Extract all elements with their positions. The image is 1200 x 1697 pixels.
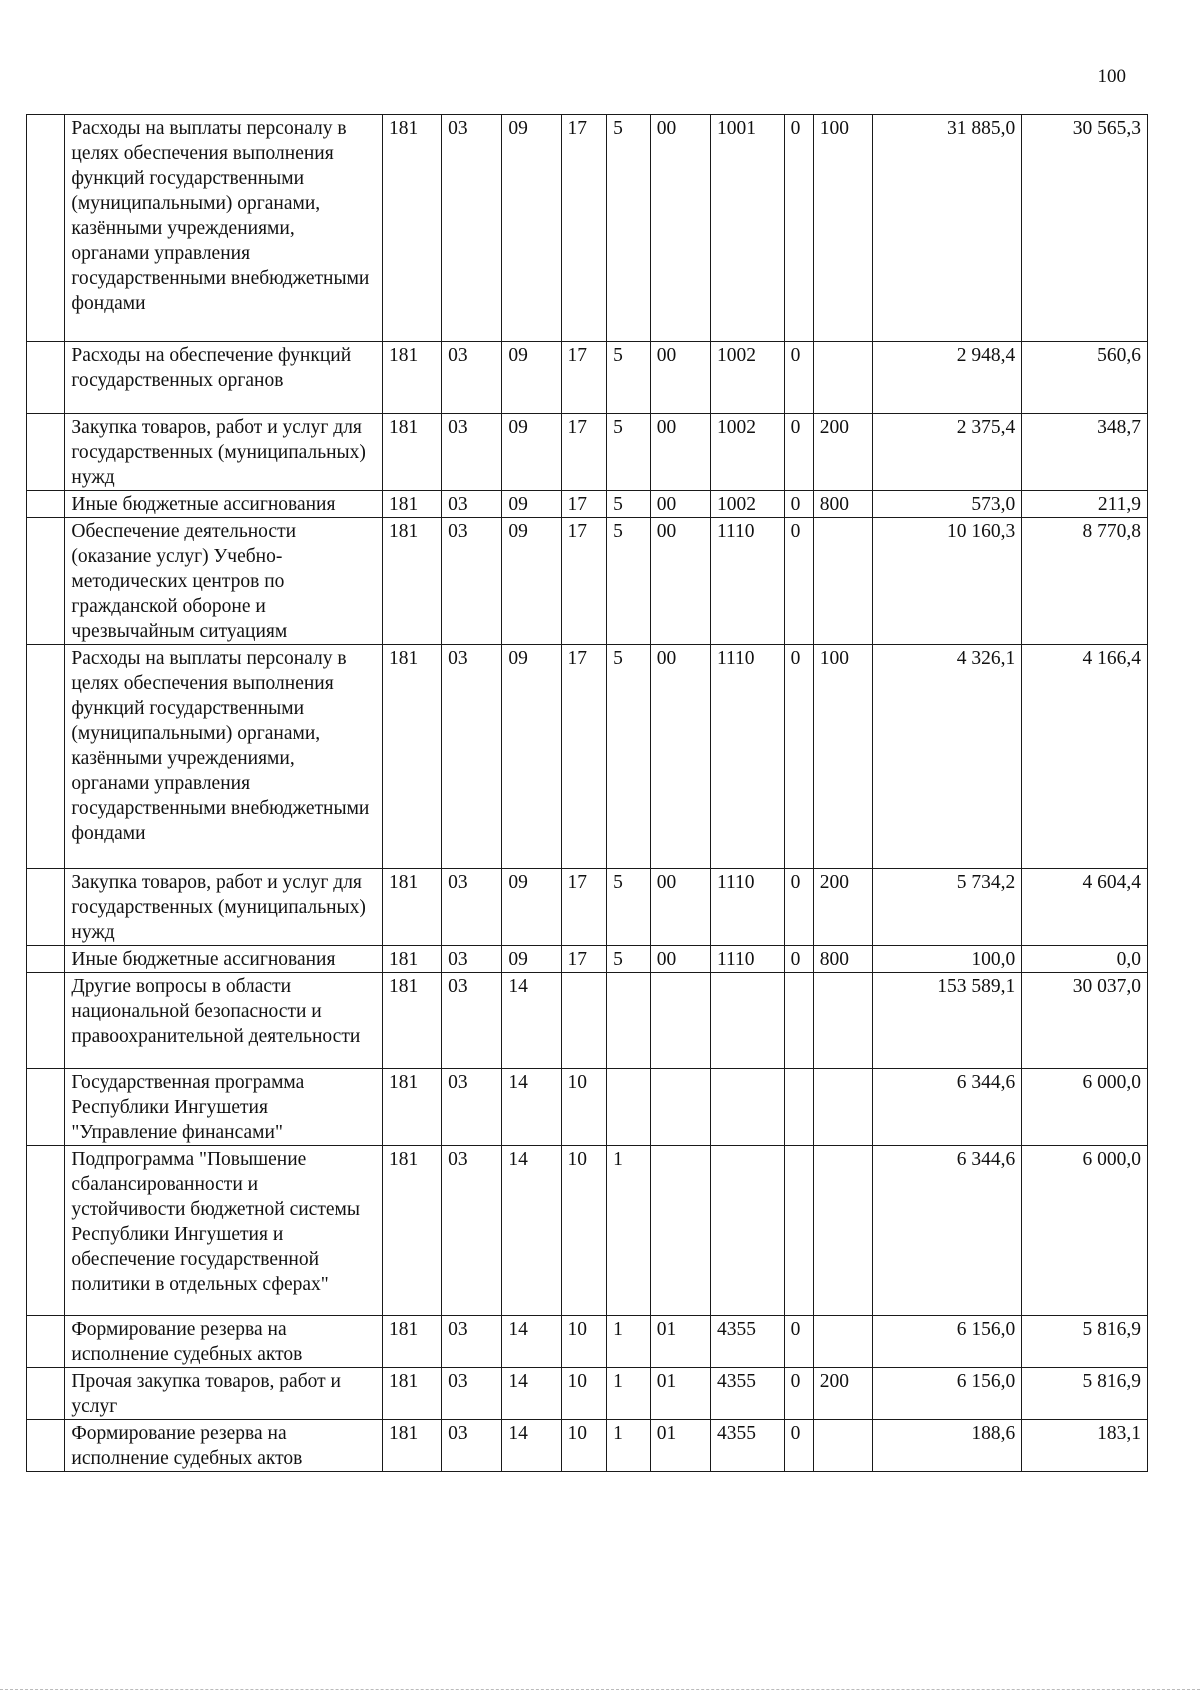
section-code: 03 [442, 973, 502, 1069]
sub-direction-code [784, 1069, 813, 1146]
event-code: 01 [650, 1316, 710, 1368]
program-code: 10 [561, 1420, 607, 1472]
amount-approved: 573,0 [872, 491, 1021, 518]
section-code: 03 [442, 491, 502, 518]
amount-executed: 6 000,0 [1022, 1146, 1148, 1316]
ministry-code: 181 [383, 1146, 442, 1316]
amount-approved: 6 344,6 [872, 1146, 1021, 1316]
ministry-code: 181 [383, 1069, 442, 1146]
amount-executed: 30 565,3 [1022, 115, 1148, 342]
amount-approved: 153 589,1 [872, 973, 1021, 1069]
expense-type-code: 200 [813, 414, 872, 491]
expense-type-code [813, 1146, 872, 1316]
direction-code: 1110 [710, 946, 784, 973]
expense-type-code: 100 [813, 115, 872, 342]
ministry-code: 181 [383, 973, 442, 1069]
row-index-cell [27, 1069, 65, 1146]
row-index-cell [27, 1368, 65, 1420]
table-row [27, 1316, 1148, 1368]
expense-type-code: 800 [813, 491, 872, 518]
table-row [27, 1146, 1148, 1316]
ministry-code: 181 [383, 946, 442, 973]
subprogram-code: 5 [607, 518, 651, 645]
program-code: 17 [561, 946, 607, 973]
row-index-cell [27, 1316, 65, 1368]
sub-direction-code: 0 [784, 1368, 813, 1420]
event-code: 00 [650, 414, 710, 491]
amount-approved: 6 156,0 [872, 1316, 1021, 1368]
subsection-code: 09 [502, 946, 561, 973]
section-code: 03 [442, 342, 502, 414]
ministry-code: 181 [383, 1420, 442, 1472]
table-row [27, 1069, 1148, 1146]
sub-direction-code: 0 [784, 1316, 813, 1368]
program-code: 10 [561, 1368, 607, 1420]
subprogram-code: 5 [607, 414, 651, 491]
direction-code: 4355 [710, 1368, 784, 1420]
row-index-cell [27, 1420, 65, 1472]
direction-code: 1002 [710, 491, 784, 518]
row-description: Другие вопросы в области национальной безопасности и правоохранительной деятельности [65, 973, 383, 1069]
row-description: Расходы на обеспечение функций государственных органов [65, 342, 383, 414]
subprogram-code: 1 [607, 1368, 651, 1420]
direction-code: 1002 [710, 342, 784, 414]
row-description: Обеспечение деятельности (оказание услуг) Учебно-методических центров по гражданской обороне и чрезвычайным ситуациям [65, 518, 383, 645]
subsection-code: 09 [502, 518, 561, 645]
event-code: 01 [650, 1420, 710, 1472]
program-code: 17 [561, 414, 607, 491]
table-row [27, 645, 1148, 869]
table-row [27, 414, 1148, 491]
expense-type-code: 200 [813, 869, 872, 946]
direction-code: 4355 [710, 1420, 784, 1472]
row-index-cell [27, 342, 65, 414]
program-code: 17 [561, 342, 607, 414]
section-code: 03 [442, 518, 502, 645]
subsection-code: 14 [502, 973, 561, 1069]
row-description: Иные бюджетные ассигнования [65, 491, 383, 518]
ministry-code: 181 [383, 1316, 442, 1368]
section-code: 03 [442, 645, 502, 869]
row-description: Прочая закупка товаров, работ и услуг [65, 1368, 383, 1420]
program-code: 17 [561, 869, 607, 946]
row-index-cell [27, 645, 65, 869]
subsection-code: 14 [502, 1069, 561, 1146]
program-code: 17 [561, 491, 607, 518]
expense-type-code [813, 518, 872, 645]
event-code: 00 [650, 115, 710, 342]
page-bottom-edge [0, 1689, 1200, 1691]
row-index-cell [27, 518, 65, 645]
ministry-code: 181 [383, 491, 442, 518]
program-code: 10 [561, 1146, 607, 1316]
page-number: 100 [1097, 66, 1126, 87]
ministry-code: 181 [383, 645, 442, 869]
sub-direction-code: 0 [784, 414, 813, 491]
row-description: Расходы на выплаты персоналу в целях обеспечения выполнения функций государственными (муниципальными) органами, казёнными учреждениями, органами управления государственными внебюджетными фондами [65, 645, 383, 869]
section-code: 03 [442, 1146, 502, 1316]
amount-executed: 0,0 [1022, 946, 1148, 973]
subsection-code: 09 [502, 869, 561, 946]
subsection-code: 14 [502, 1146, 561, 1316]
event-code: 00 [650, 491, 710, 518]
subprogram-code: 5 [607, 342, 651, 414]
event-code: 00 [650, 946, 710, 973]
budget-table-body [27, 115, 1148, 1472]
row-description: Закупка товаров, работ и услуг для государственных (муниципальных) нужд [65, 414, 383, 491]
section-code: 03 [442, 1316, 502, 1368]
sub-direction-code: 0 [784, 869, 813, 946]
ministry-code: 181 [383, 869, 442, 946]
amount-executed: 6 000,0 [1022, 1069, 1148, 1146]
subprogram-code: 5 [607, 491, 651, 518]
subprogram-code [607, 1069, 651, 1146]
table-row [27, 115, 1148, 342]
subsection-code: 09 [502, 115, 561, 342]
row-index-cell [27, 1146, 65, 1316]
amount-executed: 183,1 [1022, 1420, 1148, 1472]
amount-approved: 6 344,6 [872, 1069, 1021, 1146]
expense-type-code [813, 1420, 872, 1472]
amount-approved: 4 326,1 [872, 645, 1021, 869]
table-row [27, 518, 1148, 645]
ministry-code: 181 [383, 1368, 442, 1420]
table-row [27, 1420, 1148, 1472]
expense-type-code: 100 [813, 645, 872, 869]
sub-direction-code [784, 973, 813, 1069]
row-description: Закупка товаров, работ и услуг для государственных (муниципальных) нужд [65, 869, 383, 946]
budget-table [26, 114, 1148, 1472]
direction-code: 1001 [710, 115, 784, 342]
section-code: 03 [442, 414, 502, 491]
event-code: 00 [650, 645, 710, 869]
direction-code: 4355 [710, 1316, 784, 1368]
row-description: Расходы на выплаты персоналу в целях обеспечения выполнения функций государственными (муниципальными) органами, казёнными учреждениями, органами управления государственными внебюджетными фондами [65, 115, 383, 342]
direction-code: 1110 [710, 869, 784, 946]
direction-code [710, 1069, 784, 1146]
subsection-code: 14 [502, 1316, 561, 1368]
event-code [650, 1069, 710, 1146]
program-code: 17 [561, 518, 607, 645]
table-row [27, 491, 1148, 518]
row-index-cell [27, 491, 65, 518]
section-code: 03 [442, 115, 502, 342]
amount-approved: 2 375,4 [872, 414, 1021, 491]
event-code [650, 973, 710, 1069]
sub-direction-code: 0 [784, 342, 813, 414]
amount-approved: 31 885,0 [872, 115, 1021, 342]
sub-direction-code: 0 [784, 491, 813, 518]
subprogram-code: 1 [607, 1316, 651, 1368]
subprogram-code: 5 [607, 869, 651, 946]
direction-code: 1002 [710, 414, 784, 491]
subsection-code: 09 [502, 645, 561, 869]
row-description: Иные бюджетные ассигнования [65, 946, 383, 973]
subsection-code: 14 [502, 1368, 561, 1420]
section-code: 03 [442, 1368, 502, 1420]
sub-direction-code: 0 [784, 115, 813, 342]
amount-approved: 10 160,3 [872, 518, 1021, 645]
amount-executed: 30 037,0 [1022, 973, 1148, 1069]
table-row [27, 1368, 1148, 1420]
row-index-cell [27, 414, 65, 491]
sub-direction-code: 0 [784, 645, 813, 869]
sub-direction-code [784, 1146, 813, 1316]
subprogram-code: 1 [607, 1146, 651, 1316]
table-row [27, 342, 1148, 414]
table-row [27, 973, 1148, 1069]
amount-executed: 211,9 [1022, 491, 1148, 518]
program-code [561, 973, 607, 1069]
subprogram-code: 1 [607, 1420, 651, 1472]
event-code: 00 [650, 342, 710, 414]
expense-type-code [813, 1069, 872, 1146]
program-code: 10 [561, 1316, 607, 1368]
amount-approved: 188,6 [872, 1420, 1021, 1472]
event-code: 00 [650, 869, 710, 946]
row-description: Государственная программа Республики Ингушетия "Управление финансами" [65, 1069, 383, 1146]
amount-executed: 348,7 [1022, 414, 1148, 491]
row-description: Формирование резерва на исполнение судебных актов [65, 1316, 383, 1368]
program-code: 10 [561, 1069, 607, 1146]
amount-approved: 2 948,4 [872, 342, 1021, 414]
event-code [650, 1146, 710, 1316]
amount-approved: 6 156,0 [872, 1368, 1021, 1420]
direction-code [710, 973, 784, 1069]
direction-code: 1110 [710, 518, 784, 645]
amount-executed: 5 816,9 [1022, 1316, 1148, 1368]
event-code: 00 [650, 518, 710, 645]
subprogram-code [607, 973, 651, 1069]
program-code: 17 [561, 645, 607, 869]
expense-type-code [813, 973, 872, 1069]
section-code: 03 [442, 946, 502, 973]
ministry-code: 181 [383, 414, 442, 491]
amount-executed: 8 770,8 [1022, 518, 1148, 645]
subsection-code: 09 [502, 342, 561, 414]
sub-direction-code: 0 [784, 946, 813, 973]
row-index-cell [27, 946, 65, 973]
sub-direction-code: 0 [784, 518, 813, 645]
amount-executed: 560,6 [1022, 342, 1148, 414]
program-code: 17 [561, 115, 607, 342]
subprogram-code: 5 [607, 946, 651, 973]
direction-code: 1110 [710, 645, 784, 869]
subsection-code: 14 [502, 1420, 561, 1472]
row-index-cell [27, 115, 65, 342]
subsection-code: 09 [502, 414, 561, 491]
subprogram-code: 5 [607, 115, 651, 342]
event-code: 01 [650, 1368, 710, 1420]
direction-code [710, 1146, 784, 1316]
table-row [27, 869, 1148, 946]
amount-approved: 100,0 [872, 946, 1021, 973]
row-index-cell [27, 973, 65, 1069]
amount-executed: 4 604,4 [1022, 869, 1148, 946]
amount-executed: 4 166,4 [1022, 645, 1148, 869]
amount-executed: 5 816,9 [1022, 1368, 1148, 1420]
section-code: 03 [442, 1420, 502, 1472]
expense-type-code: 200 [813, 1368, 872, 1420]
expense-type-code: 800 [813, 946, 872, 973]
expense-type-code [813, 1316, 872, 1368]
subsection-code: 09 [502, 491, 561, 518]
section-code: 03 [442, 1069, 502, 1146]
row-index-cell [27, 869, 65, 946]
amount-approved: 5 734,2 [872, 869, 1021, 946]
ministry-code: 181 [383, 342, 442, 414]
table-row [27, 946, 1148, 973]
subprogram-code: 5 [607, 645, 651, 869]
ministry-code: 181 [383, 518, 442, 645]
sub-direction-code: 0 [784, 1420, 813, 1472]
row-description: Формирование резерва на исполнение судебных актов [65, 1420, 383, 1472]
expense-type-code [813, 342, 872, 414]
section-code: 03 [442, 869, 502, 946]
ministry-code: 181 [383, 115, 442, 342]
row-description: Подпрограмма "Повышение сбалансированности и устойчивости бюджетной системы Республики Ингушетия и обеспечение государственной политики в отдельных сферах" [65, 1146, 383, 1316]
